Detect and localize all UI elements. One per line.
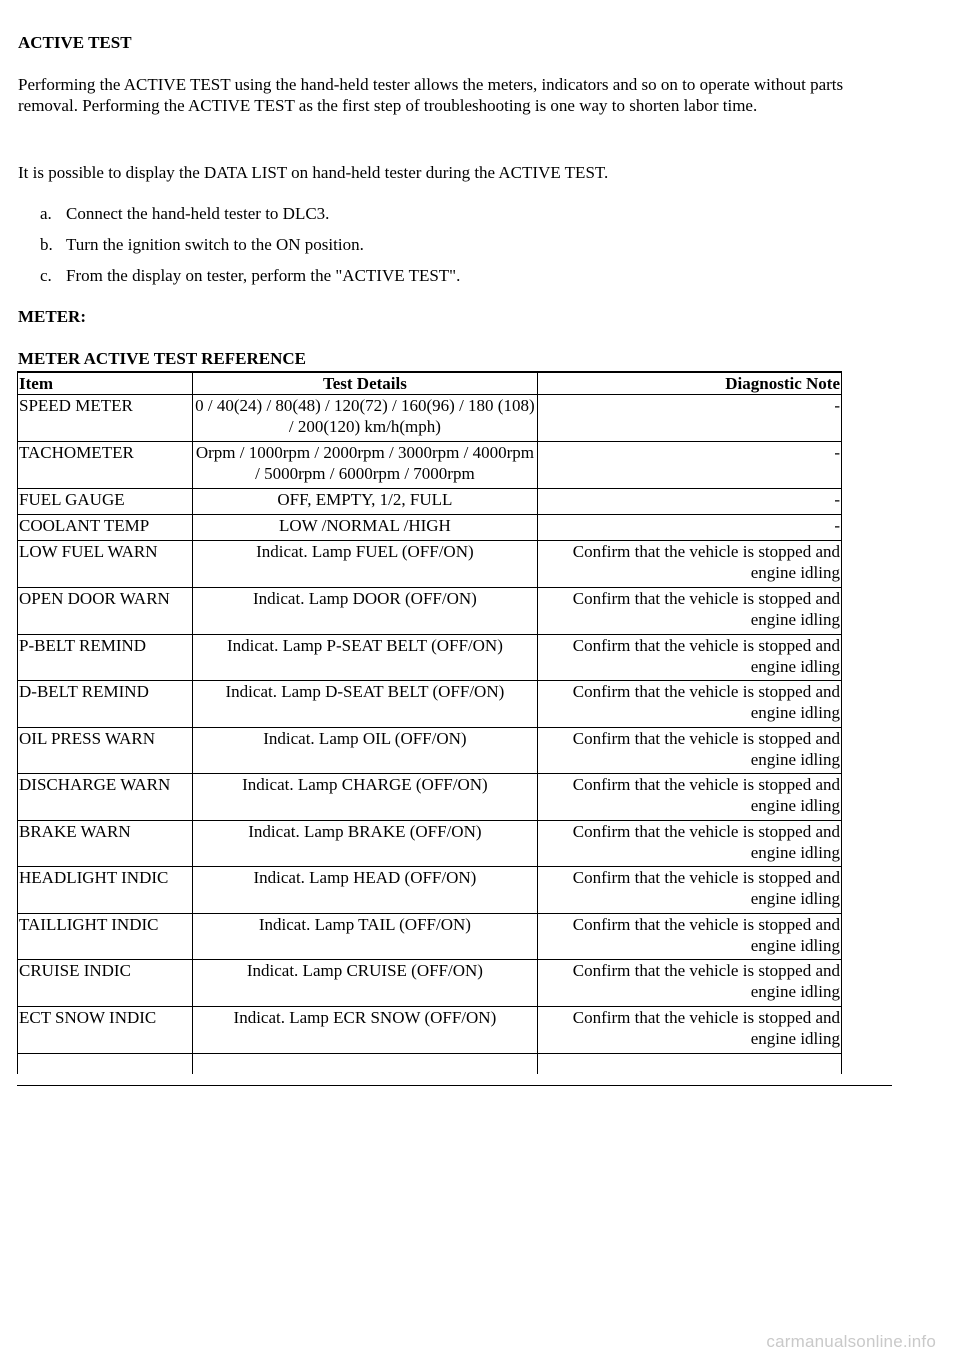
table-title: METER ACTIVE TEST REFERENCE: [18, 349, 306, 368]
cell-diagnostic-note: Confirm that the vehicle is stopped and engine idling: [537, 867, 841, 914]
step-marker: a.: [40, 204, 52, 223]
cell-item: ECT SNOW INDIC: [18, 1007, 193, 1054]
cell-diagnostic-note: Confirm that the vehicle is stopped and engine idling: [537, 728, 841, 774]
cell-test-details: Indicat. Lamp FUEL (OFF/ON): [193, 541, 537, 588]
column-header-item: Item: [18, 372, 193, 395]
cell-diagnostic-note: Confirm that the vehicle is stopped and engine idling: [537, 914, 841, 960]
watermark: carmanualsonline.info: [766, 1332, 936, 1351]
step-text: Connect the hand-held tester to DLC3.: [66, 204, 330, 223]
table-row: [18, 914, 842, 960]
cell-item: P-BELT REMIND: [18, 635, 193, 681]
step-item: [40, 203, 460, 234]
cell-diagnostic-note: Confirm that the vehicle is stopped and engine idling: [537, 588, 841, 635]
cell-test-details: Indicat. Lamp D-SEAT BELT (OFF/ON): [193, 681, 537, 728]
page-title: ACTIVE TEST: [18, 33, 132, 52]
cell-item: D-BELT REMIND: [18, 681, 193, 728]
step-marker: c.: [40, 266, 52, 285]
meter-active-test-table: [17, 371, 842, 1074]
cell-item: OIL PRESS WARN: [18, 728, 193, 774]
table-row: [18, 442, 842, 489]
table-row: [18, 489, 842, 515]
cell-test-details: Orpm / 1000rpm / 2000rpm / 3000rpm / 4000rpm / 5000rpm / 6000rpm / 7000rpm: [193, 442, 537, 489]
step-text: Turn the ignition switch to the ON position.: [66, 235, 364, 254]
cell-item: OPEN DOOR WARN: [18, 588, 193, 635]
table-cell-empty: [537, 1054, 841, 1075]
cell-test-details: 0 / 40(24) / 80(48) / 120(72) / 160(96) / 180 (108) / 200(120) km/h(mph): [193, 395, 537, 442]
table-header-row: [18, 372, 842, 395]
cell-diagnostic-note: Confirm that the vehicle is stopped and engine idling: [537, 821, 841, 867]
cell-item: BRAKE WARN: [18, 821, 193, 867]
cell-diagnostic-note: -: [537, 489, 841, 515]
table-row: [18, 681, 842, 728]
table-row: [18, 774, 842, 821]
cell-test-details: Indicat. Lamp HEAD (OFF/ON): [193, 867, 537, 914]
cell-item: TAILLIGHT INDIC: [18, 914, 193, 960]
note-paragraph: It is possible to display the DATA LIST on hand-held tester during the ACTIVE TEST.: [18, 163, 609, 182]
table-body: [18, 395, 842, 1075]
cell-item: LOW FUEL WARN: [18, 541, 193, 588]
step-marker: b.: [40, 235, 53, 254]
cell-test-details: OFF, EMPTY, 1/2, FULL: [193, 489, 537, 515]
column-header-diagnostic-note: Diagnostic Note: [537, 372, 841, 395]
cell-test-details: Indicat. Lamp DOOR (OFF/ON): [193, 588, 537, 635]
cell-test-details: Indicat. Lamp CRUISE (OFF/ON): [193, 960, 537, 1007]
table-row: [18, 1007, 842, 1054]
cell-diagnostic-note: Confirm that the vehicle is stopped and engine idling: [537, 541, 841, 588]
cell-item: SPEED METER: [18, 395, 193, 442]
table-row: [18, 588, 842, 635]
cell-test-details: Indicat. Lamp OIL (OFF/ON): [193, 728, 537, 774]
step-item: [40, 234, 460, 265]
step-item: [40, 265, 460, 296]
table-row: [18, 395, 842, 442]
cell-item: CRUISE INDIC: [18, 960, 193, 1007]
intro-paragraph: Performing the ACTIVE TEST using the hand-held tester allows the meters, indicators and so on to operate without parts removal. Performing the ACTIVE TEST as the first step of troubleshooting is one way to shorten labor time.: [18, 75, 844, 115]
cell-test-details: Indicat. Lamp P-SEAT BELT (OFF/ON): [193, 635, 537, 681]
table-row: [18, 635, 842, 681]
table-row: [18, 541, 842, 588]
cell-diagnostic-note: Confirm that the vehicle is stopped and engine idling: [537, 635, 841, 681]
cell-diagnostic-note: Confirm that the vehicle is stopped and engine idling: [537, 960, 841, 1007]
table-row: [18, 728, 842, 774]
cell-item: DISCHARGE WARN: [18, 774, 193, 821]
cell-diagnostic-note: -: [537, 515, 841, 541]
cell-test-details: Indicat. Lamp BRAKE (OFF/ON): [193, 821, 537, 867]
bottom-divider: [17, 1085, 892, 1086]
cell-test-details: LOW /NORMAL /HIGH: [193, 515, 537, 541]
cell-item: COOLANT TEMP: [18, 515, 193, 541]
cell-item: FUEL GAUGE: [18, 489, 193, 515]
cell-item: HEADLIGHT INDIC: [18, 867, 193, 914]
table-row: [18, 867, 842, 914]
cell-test-details: Indicat. Lamp ECR SNOW (OFF/ON): [193, 1007, 537, 1054]
cell-diagnostic-note: Confirm that the vehicle is stopped and engine idling: [537, 774, 841, 821]
cell-diagnostic-note: Confirm that the vehicle is stopped and engine idling: [537, 681, 841, 728]
cell-item: TACHOMETER: [18, 442, 193, 489]
table-cell-empty: [193, 1054, 537, 1075]
cell-test-details: Indicat. Lamp CHARGE (OFF/ON): [193, 774, 537, 821]
column-header-test-details: Test Details: [193, 372, 537, 395]
section-heading: METER:: [18, 307, 86, 326]
cell-diagnostic-note: -: [537, 442, 841, 489]
table-cell-empty: [18, 1054, 193, 1075]
table-row-empty: [18, 1054, 842, 1075]
procedure-steps: [40, 203, 460, 296]
table-row: [18, 960, 842, 1007]
cell-diagnostic-note: -: [537, 395, 841, 442]
table-row: [18, 821, 842, 867]
table-row: [18, 515, 842, 541]
cell-diagnostic-note: Confirm that the vehicle is stopped and engine idling: [537, 1007, 841, 1054]
cell-test-details: Indicat. Lamp TAIL (OFF/ON): [193, 914, 537, 960]
step-text: From the display on tester, perform the "ACTIVE TEST".: [66, 266, 461, 285]
